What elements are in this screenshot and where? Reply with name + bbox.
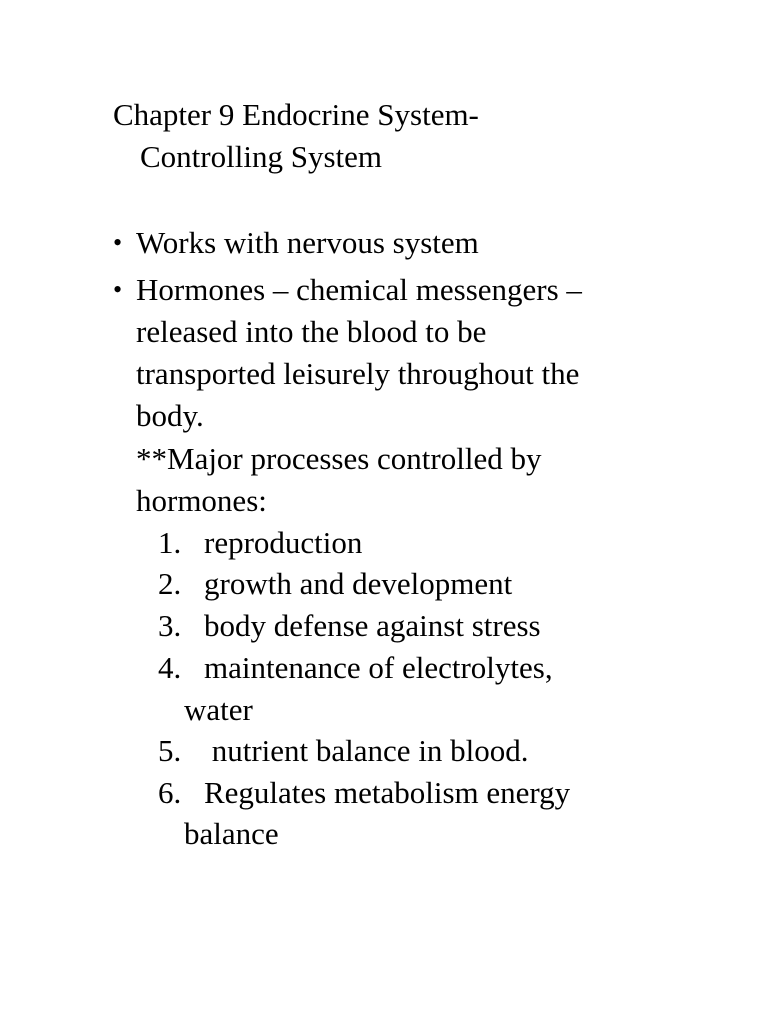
bullet-item-text: Works with nervous system: [136, 225, 479, 260]
list-item-continuation: water: [184, 692, 253, 727]
list-number: 4.: [158, 650, 182, 685]
list-number: 2.: [158, 566, 182, 601]
list-item: growth and development: [204, 566, 513, 601]
bullet-item-text: transported leisurely throughout the: [136, 356, 580, 391]
list-number: 1.: [158, 525, 182, 560]
page-title-line-1: Chapter 9 Endocrine System-: [113, 97, 479, 132]
list-number: 3.: [158, 608, 182, 643]
page-title-line-2: Controlling System: [140, 139, 382, 174]
bullet-item-text: **Major processes controlled by: [136, 441, 542, 476]
bullet-item-text: released into the blood to be: [136, 314, 487, 349]
list-item-continuation: balance: [184, 816, 279, 851]
list-item: reproduction: [204, 525, 363, 560]
bullet-icon: •: [113, 275, 123, 304]
bullet-icon: •: [113, 228, 123, 257]
bullet-item-text: Hormones – chemical messengers –: [136, 272, 582, 307]
list-item: nutrient balance in blood.: [204, 733, 529, 768]
bullet-item-text: body.: [136, 398, 204, 433]
list-number: 5.: [158, 733, 182, 768]
list-item: body defense against stress: [204, 608, 541, 643]
list-item: maintenance of electrolytes,: [204, 650, 553, 685]
bullet-item-text: hormones:: [136, 483, 267, 518]
list-number: 6.: [158, 775, 182, 810]
list-item: Regulates metabolism energy: [204, 775, 571, 810]
